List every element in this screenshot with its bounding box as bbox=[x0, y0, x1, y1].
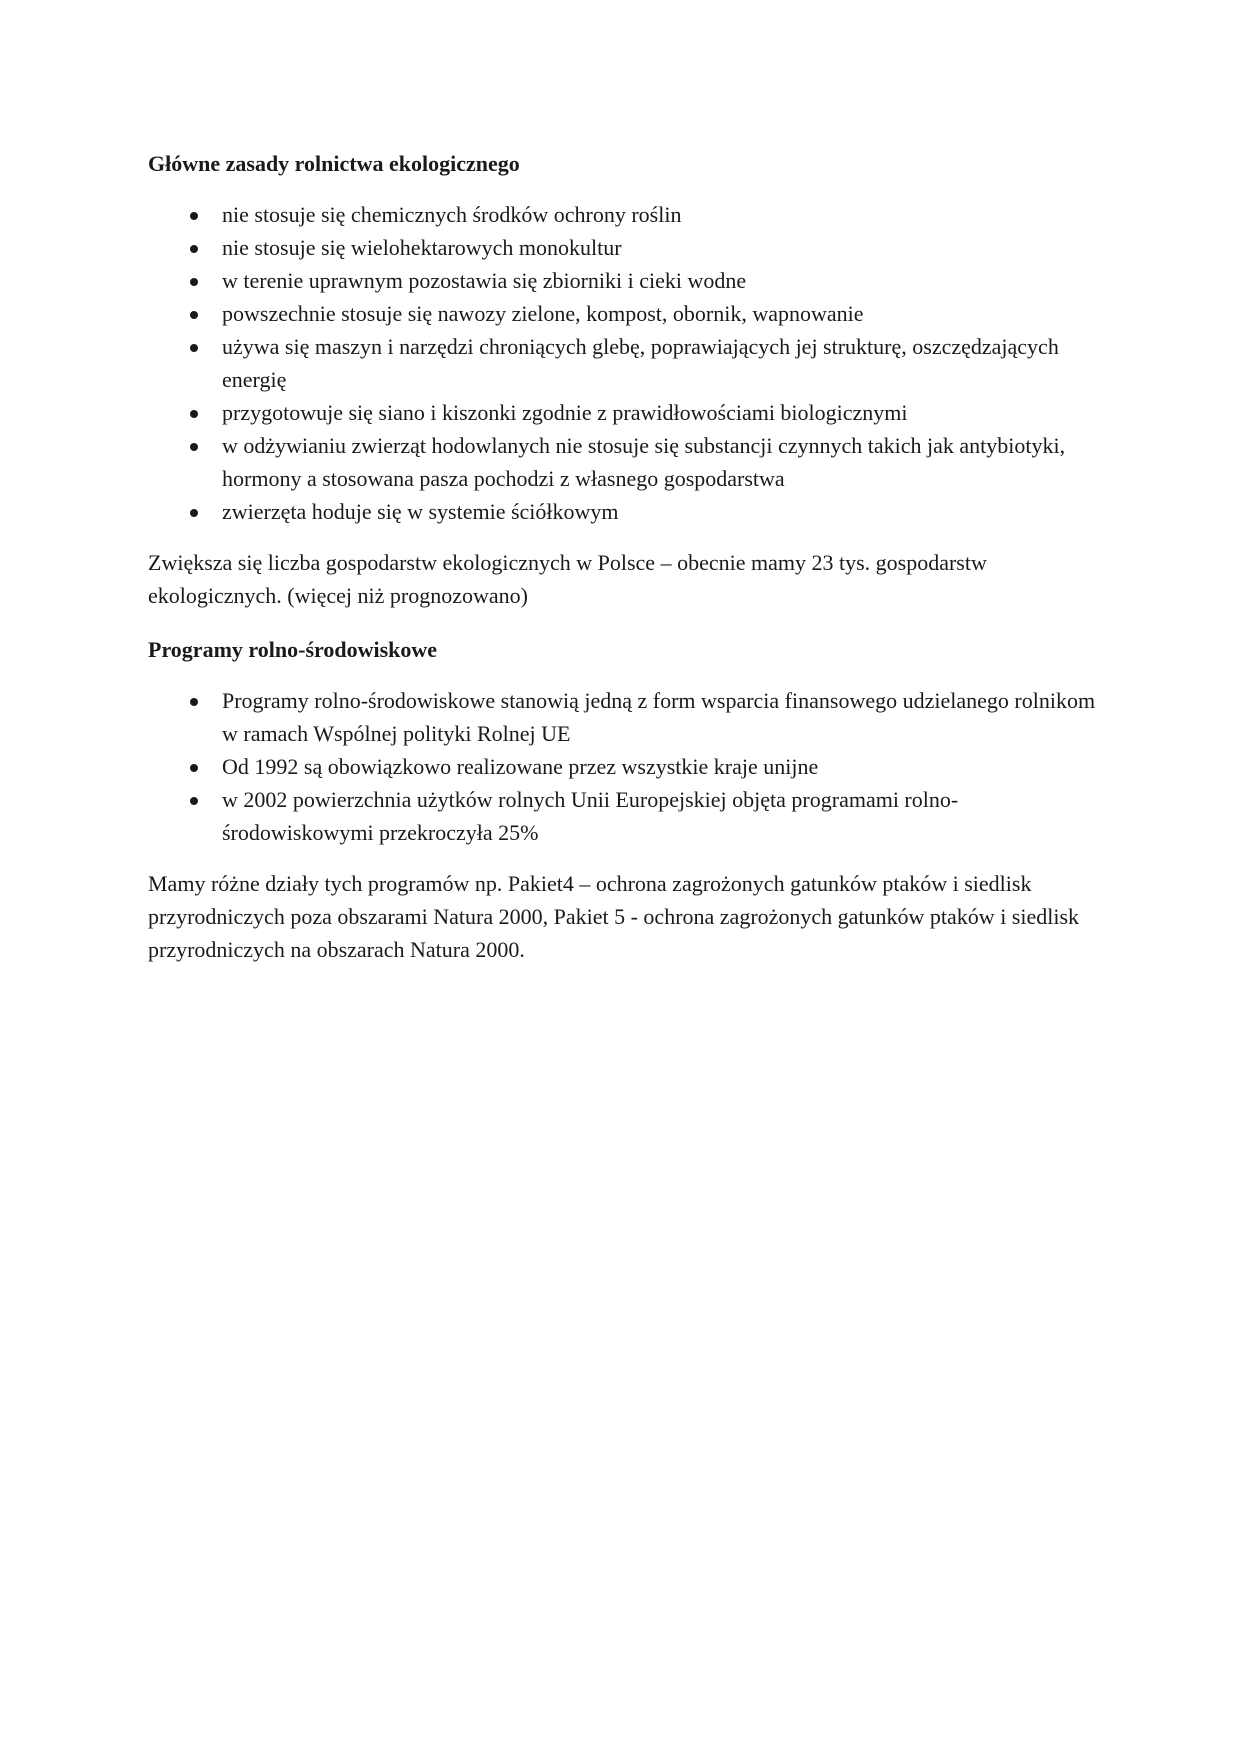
bullet-icon bbox=[190, 764, 198, 772]
list-item bbox=[148, 429, 1098, 495]
document-page bbox=[148, 148, 1098, 988]
list-item bbox=[148, 495, 1098, 528]
programs-list bbox=[148, 684, 1098, 849]
list-item bbox=[148, 330, 1098, 396]
list-item-text: zwierzęta hoduje się w systemie ściółkowym bbox=[222, 499, 619, 524]
bullet-icon bbox=[190, 698, 198, 706]
paragraph-program-packages: Mamy różne działy tych programów np. Pakiet4 – ochrona zagrożonych gatunków ptaków i siedlisk przyrodniczych poza obszarami Natura 2000, Pakiet 5 - ochrona zagrożonych gatunków ptaków i siedlisk przyrodniczych na obszarach Natura 2000. bbox=[148, 871, 1080, 962]
list-item bbox=[148, 231, 1098, 264]
list-item-text: przygotowuje się siano i kiszonki zgodnie z prawidłowościami biologicznymi bbox=[222, 400, 908, 425]
list-item-text: w odżywianiu zwierząt hodowlanych nie stosuje się substancji czynnych takich jak antybiotyki, hormony a stosowana pasza pochodzi z własnego gospodarstwa bbox=[222, 433, 1066, 491]
list-item-text: używa się maszyn i narzędzi chroniących glebę, poprawiających jej strukturę, oszczędzających energię bbox=[222, 334, 1059, 392]
list-item bbox=[148, 264, 1098, 297]
bullet-icon bbox=[190, 509, 198, 517]
paragraph-farm-count: Zwiększa się liczba gospodarstw ekologicznych w Polsce – obecnie mamy 23 tys. gospodarstw ekologicznych. (więcej niż prognozowano) bbox=[148, 550, 987, 608]
bullet-icon bbox=[190, 410, 198, 418]
section-heading-main-principles: Główne zasady rolnictwa ekologicznego bbox=[148, 151, 520, 176]
bullet-icon bbox=[190, 344, 198, 352]
list-item bbox=[148, 750, 1098, 783]
bullet-icon bbox=[190, 443, 198, 451]
list-item-text: nie stosuje się wielohektarowych monokultur bbox=[222, 235, 622, 260]
list-item-text: nie stosuje się chemicznych środków ochrony roślin bbox=[222, 202, 682, 227]
list-item-text: powszechnie stosuje się nawozy zielone, kompost, obornik, wapnowanie bbox=[222, 301, 864, 326]
list-item-text: Programy rolno-środowiskowe stanowią jedną z form wsparcia finansowego udzielanego rolnikom w ramach Wspólnej polityki Rolnej UE bbox=[222, 688, 1096, 746]
bullet-icon bbox=[190, 311, 198, 319]
list-item bbox=[148, 198, 1098, 231]
bullet-icon bbox=[190, 278, 198, 286]
bullet-icon bbox=[190, 245, 198, 253]
section-heading-agri-env-programs: Programy rolno-środowiskowe bbox=[148, 637, 438, 662]
list-item bbox=[148, 297, 1098, 330]
list-item bbox=[148, 684, 1098, 750]
bullet-icon bbox=[190, 797, 198, 805]
bullet-icon bbox=[190, 212, 198, 220]
list-item bbox=[148, 396, 1098, 429]
principles-list bbox=[148, 198, 1098, 528]
list-item bbox=[148, 783, 1098, 849]
list-item-text: Od 1992 są obowiązkowo realizowane przez wszystkie kraje unijne bbox=[222, 754, 819, 779]
list-item-text: w 2002 powierzchnia użytków rolnych Unii Europejskiej objęta programami rolno-środowiskowymi przekroczyła 25% bbox=[222, 787, 959, 845]
list-item-text: w terenie uprawnym pozostawia się zbiorniki i cieki wodne bbox=[222, 268, 747, 293]
